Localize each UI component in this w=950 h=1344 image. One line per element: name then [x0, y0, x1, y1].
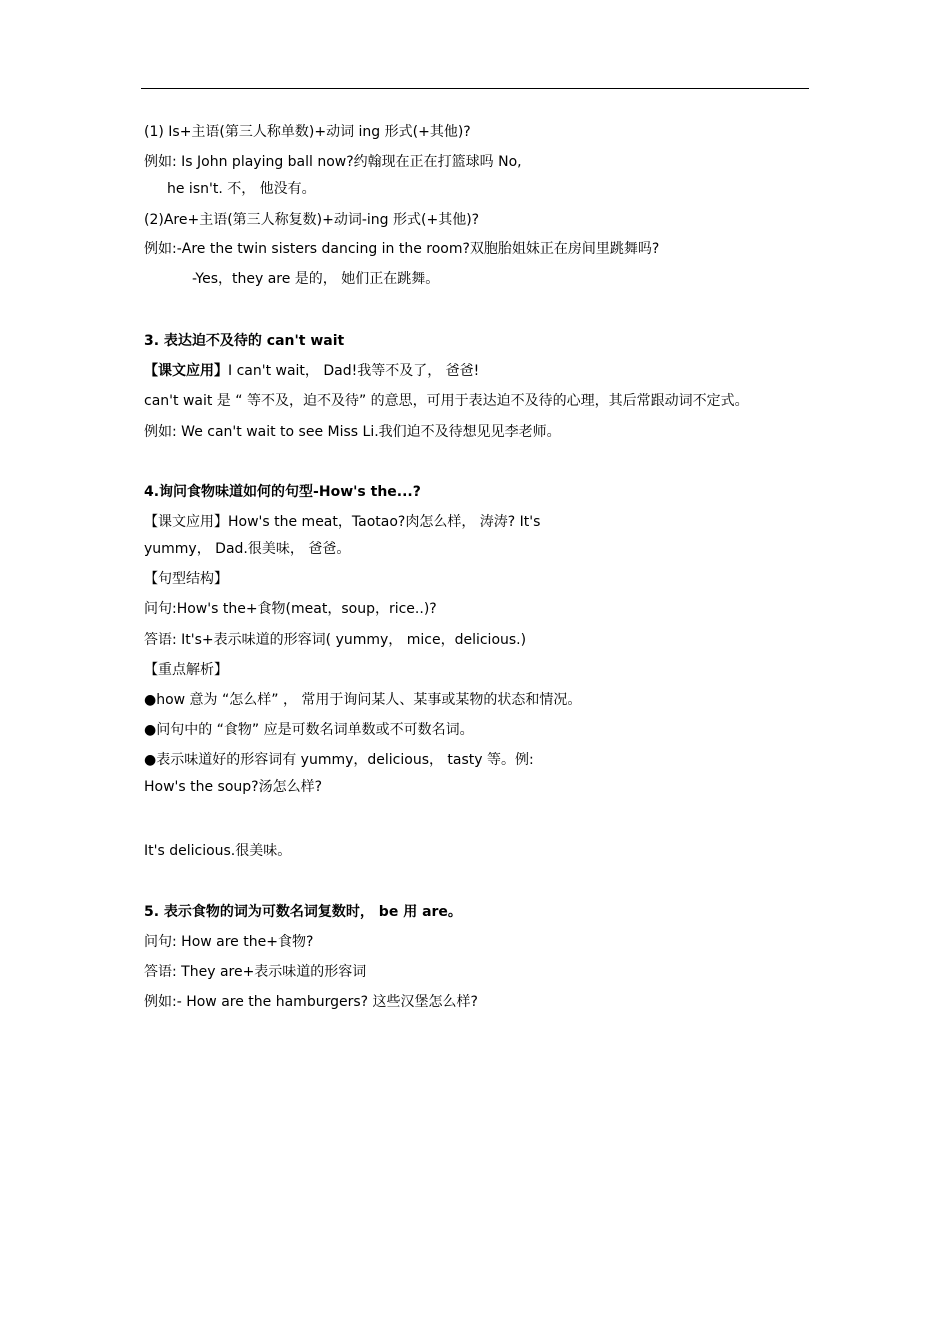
text-line-example-3: 例如: We can't wait to see Miss Li.我们迫不及待想见见李老师。	[144, 424, 561, 440]
text-line-question: 问句:How's the+食物(meat，soup，rice..)?	[144, 601, 437, 617]
text-line-example-soup: How's the soup?汤怎么样?	[144, 779, 323, 795]
text-line-question-5: 问句: How are the+食物?	[144, 934, 314, 950]
lesson-application-text: I can't wait， Dad!我等不及了， 爸爸!	[228, 363, 480, 379]
subheading-key-points: 【重点解析】	[144, 662, 228, 678]
text-line-example-1-cont: he isn't. 不， 他没有。	[167, 181, 316, 197]
text-line-explanation-3: can't wait 是 “ 等不及，迫不及待” 的意思，可用于表达迫不及待的心理，其后常跟动词不定式。	[144, 393, 749, 409]
section-heading-4: 4.询问食物味道如何的句型-How's the...?	[144, 484, 421, 500]
text-line-lesson-application-4-cont: yummy， Dad.很美味， 爸爸。	[144, 541, 351, 557]
text-line-structure-1: (1) Is+主语(第三人称单数)+动词 ing 形式(+其他)?	[144, 124, 471, 140]
text-line-structure-2: (2)Are+主语(第三人称复数)+动词-ing 形式(+其他)?	[144, 212, 480, 228]
text-line-example-2: 例如:-Are the twin sisters dancing in the room?双胞胎姐妹正在房间里跳舞吗?	[144, 241, 660, 257]
subheading-sentence-structure: 【句型结构】	[144, 571, 228, 587]
text-line-example-1: 例如: Is John playing ball now?约翰现在正在打篮球吗 No,	[144, 154, 522, 170]
text-line-example-delicious: It's delicious.很美味。	[144, 843, 292, 859]
text-line-answer-5: 答语: They are+表示味道的形容词	[144, 964, 367, 980]
section-heading-5: 5. 表示食物的词为可数名词复数时， be 用 are。	[144, 904, 462, 920]
header-rule	[141, 88, 809, 89]
text-line-lesson-application-3	[144, 362, 479, 380]
text-line-answer: 答语: It's+表示味道的形容词( yummy， mice，delicious.)	[144, 632, 527, 648]
section-heading-3: 3. 表达迫不及待的 can't wait	[144, 333, 345, 349]
lesson-application-label: 【课文应用】	[144, 363, 228, 379]
bullet-point-1: ●how 意为 “怎么样” ， 常用于询问某人、某事或某物的状态和情况。	[144, 692, 582, 708]
text-line-example-5: 例如:- How are the hamburgers? 这些汉堡怎么样?	[144, 994, 478, 1010]
bullet-point-3: ●表示味道好的形容词有 yummy，delicious， tasty 等。例:	[144, 752, 534, 768]
text-line-lesson-application-4: 【课文应用】How's the meat，Taotao?肉怎么样， 涛涛? It's	[144, 514, 541, 530]
bullet-point-2: ●问句中的 “食物” 应是可数名词单数或不可数名词。	[144, 722, 474, 738]
text-line-example-2-answer: -Yes，they are 是的， 她们正在跳舞。	[192, 271, 440, 287]
